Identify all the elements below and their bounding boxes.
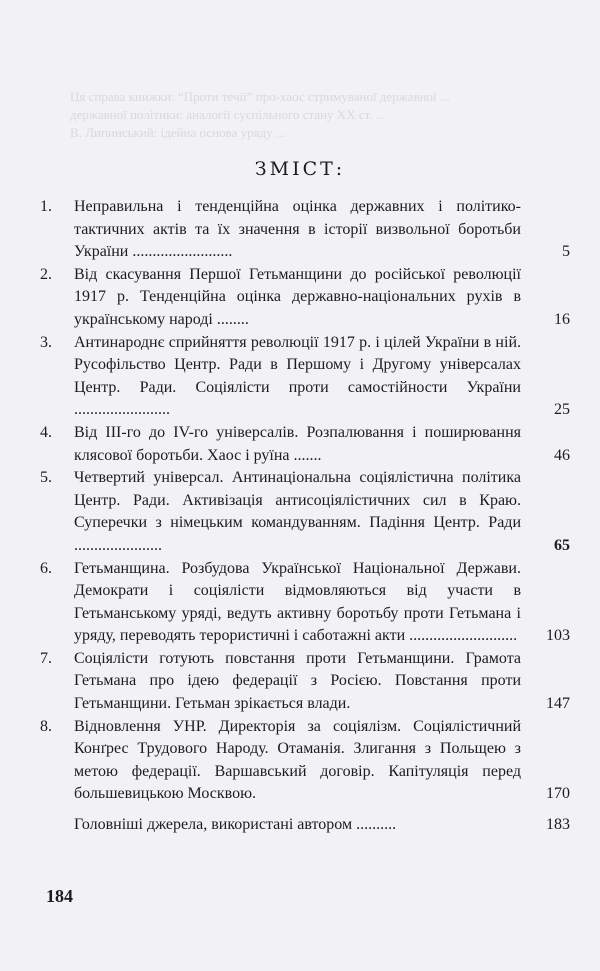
table-of-contents bbox=[40, 196, 570, 837]
toc-entry[interactable] bbox=[40, 196, 570, 264]
entry-title: Відновлення УНР. Директорія за соціялізм. Соціялістичний Конґрес Трудового Народу. Отаманія. Злигання з Польщею з метою федерації. Варшавський договір. Капітуляція перед большевицькою Москвою. bbox=[74, 717, 521, 803]
entry-title: Антинароднє сприйняття революції 1917 р. і цілей України в ній. Русофільство Центр. Ради в Першому і Другому універсалах Центр. Ради. Соціялісти проти самостійности України ........................ bbox=[74, 333, 521, 419]
entry-number: 3. bbox=[40, 333, 52, 351]
toc-entry-sources[interactable] bbox=[40, 814, 570, 837]
toc-entry[interactable] bbox=[40, 264, 570, 332]
entry-title: Від III-го до IV-го універсалів. Розпалювання і поширювання клясової боротьби. Хаос і руїна ....... bbox=[74, 423, 521, 464]
entry-title: Головніші джерела, використані автором .......... bbox=[74, 816, 397, 834]
toc-entry[interactable] bbox=[40, 332, 570, 422]
entry-number: 4. bbox=[40, 423, 52, 441]
bleed-through-line: В. Липинський: ідейна основа уряду ... bbox=[70, 125, 286, 140]
entry-page-number: 170 bbox=[546, 785, 570, 803]
entry-page-number: 147 bbox=[546, 695, 570, 713]
page-title: ЗМІСТ: bbox=[254, 158, 346, 180]
entry-title: Гетьманщина. Розбудова Української Національної Держави. Демократи і соціялісти відмовляються від участи в Гетьманському уряді, ведуть активну боротьбу проти Гетьмана і уряду, переводять терористичні і саботажні акти ........................... bbox=[74, 559, 521, 645]
toc-entry[interactable] bbox=[40, 716, 570, 806]
entry-title: Соціялісти готують повстання проти Гетьманщини. Грамота Гетьмана про ідею федерації з Росією. Повстання проти Гетьманщини. Гетьман зрікається влади. bbox=[74, 649, 521, 713]
entry-number: 5. bbox=[40, 469, 52, 487]
entry-title: Неправильна і тенденційна оцінка державних і політико-тактичних актів та їх значення в історії визвольної боротьби України ......................... bbox=[74, 198, 521, 261]
entry-page-number: 25 bbox=[554, 401, 570, 419]
entry-page-number: 65 bbox=[554, 536, 570, 554]
entry-number-blank bbox=[40, 814, 74, 837]
entry-number: 6. bbox=[40, 559, 52, 577]
bleed-through-line: Ця справа книжки: “Проти течії” про-хаос стримуваної державної ... bbox=[70, 89, 450, 104]
entry-title: Четвертий універсал. Антинаціональна соціялістична політика Центр. Ради. Активізація антисоціялістичних сил в Краю. Суперечки з німецьким командуванням. Падіння Центр. Ради ...................... bbox=[74, 469, 521, 554]
toc-entry[interactable] bbox=[40, 422, 570, 467]
entry-number: 1. bbox=[40, 198, 52, 215]
entry-title: Від скасування Першої Гетьманщини до російської революції 1917 р. Тенденційна оцінка державно-національних рухів в українському народі ........ bbox=[74, 265, 521, 328]
entry-page-number: 183 bbox=[546, 816, 570, 834]
toc-entry[interactable] bbox=[40, 648, 570, 716]
entry-page-number: 103 bbox=[546, 627, 570, 645]
entry-page-number: 46 bbox=[554, 446, 570, 464]
bleed-through-line: державної політики: аналогії суспільного стану ХХ ст. ... bbox=[70, 107, 386, 122]
entry-number: 2. bbox=[40, 265, 52, 283]
entry-number: 8. bbox=[40, 717, 52, 735]
entry-page-number: 16 bbox=[554, 310, 570, 328]
toc-entry[interactable] bbox=[40, 558, 570, 648]
entry-number: 7. bbox=[40, 649, 52, 667]
toc-entry[interactable] bbox=[40, 467, 570, 557]
entry-page-number: 5 bbox=[562, 243, 570, 261]
page-folio-number: 184 bbox=[46, 886, 73, 906]
